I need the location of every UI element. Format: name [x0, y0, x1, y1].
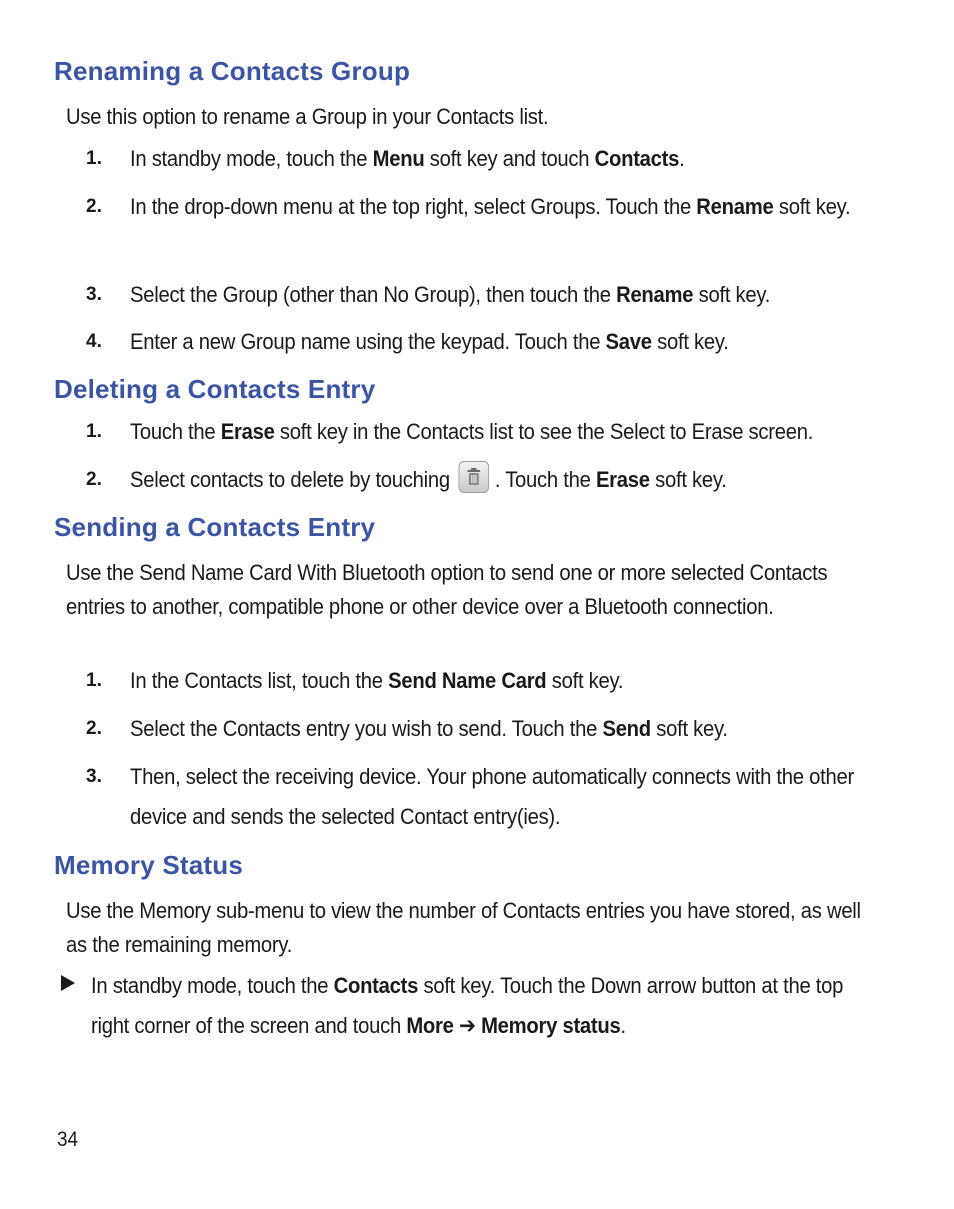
step-text: Enter a new Group name using the keypad. Touch the Save soft key. [130, 329, 729, 354]
trash-icon [459, 461, 490, 493]
step-text: In the drop-down menu at the top right, select Groups. Touch the Rename soft key. [130, 194, 851, 219]
step-text: Select the Group (other than No Group), then touch the Rename soft key. [130, 282, 771, 307]
step-text: In standby mode, touch the Menu soft key and touch Contacts. [130, 146, 685, 171]
step-number: 2. [86, 469, 102, 490]
step-text: Touch the Erase soft key in the Contacts list to see the Select to Erase screen. [130, 419, 814, 444]
section-heading-deleting: Deleting a Contacts Entry [54, 374, 376, 404]
section-intro-memory-status: Use the Memory sub-menu to view the number of Contacts entries you have stored, as well as the remaining memory. [66, 898, 861, 957]
step-number: 3. [86, 284, 102, 305]
step-number: 1. [86, 148, 102, 169]
step-text: Select the Contacts entry you wish to send. Touch the Send soft key. [130, 716, 728, 741]
step-number: 2. [86, 196, 102, 217]
bullet-arrow-icon [61, 975, 75, 991]
step-number: 3. [86, 766, 102, 787]
step-text: In the Contacts list, touch the Send Name Card soft key. [130, 668, 624, 693]
step-number: 1. [86, 670, 102, 691]
step-text: Then, select the receiving device. Your phone automatically connects with the other device and sends the selected Contact entry(ies). [130, 764, 854, 829]
step-number: 2. [86, 718, 102, 739]
section-intro-renaming: Use this option to rename a Group in your Contacts list. [66, 104, 549, 129]
section-heading-renaming: Renaming a Contacts Group [54, 56, 411, 86]
step-text: In standby mode, touch the Contacts soft key. Touch the Down arrow button at the top right corner of the screen and touch More ➔ Memory status. [91, 973, 844, 1038]
section-intro-sending: Use the Send Name Card With Bluetooth option to send one or more selected Contacts entries to another, compatible phone or other device over a Bluetooth connection. [66, 560, 828, 619]
section-heading-sending: Sending a Contacts Entry [54, 512, 376, 542]
step-number: 4. [86, 331, 102, 352]
page-number: 34 [57, 1128, 79, 1151]
step-number: 1. [86, 421, 102, 442]
step-text: Select contacts to delete by touching . Touch the Erase soft key. [130, 460, 877, 500]
section-heading-memory-status: Memory Status [54, 850, 243, 880]
